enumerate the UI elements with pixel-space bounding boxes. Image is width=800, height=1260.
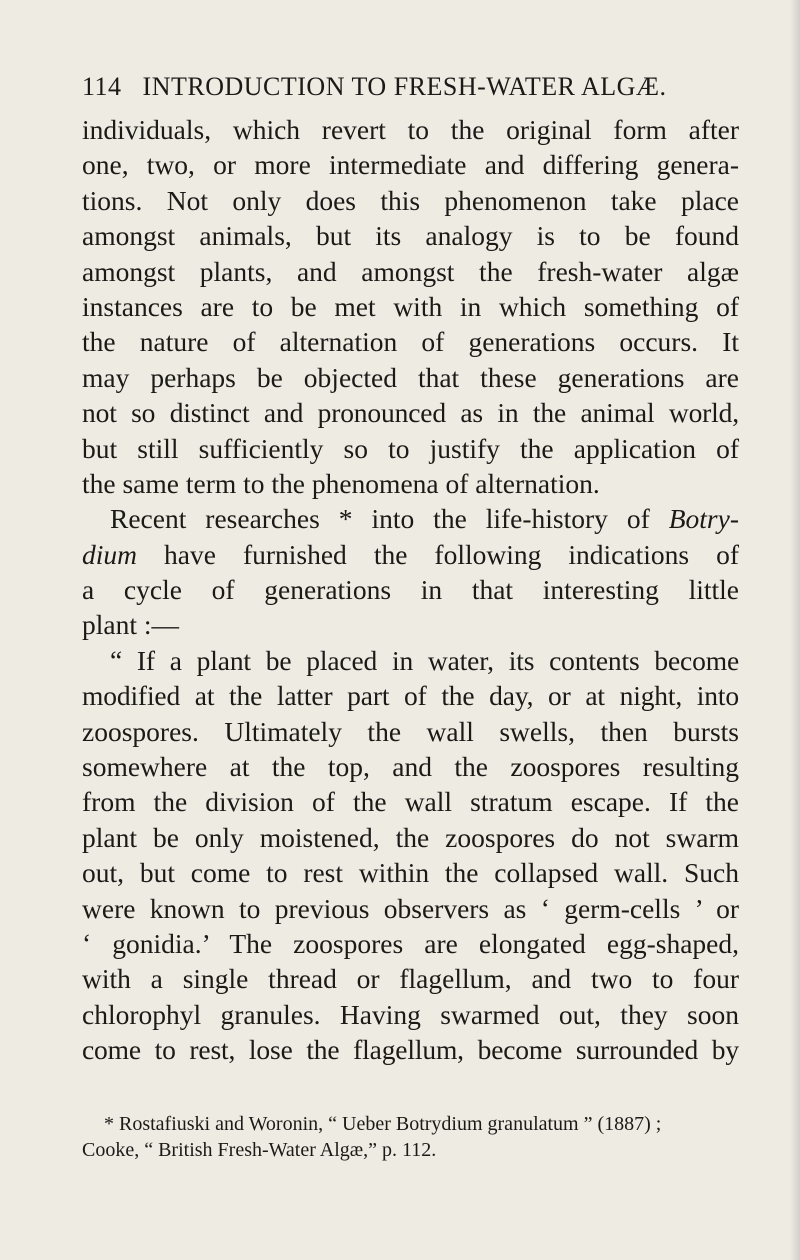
text-line: the same term to the phenomena of alternation. — [82, 467, 600, 499]
page-number: 114 — [82, 72, 122, 101]
text-line: individuals, which revert to the original form after — [82, 114, 739, 145]
running-title: INTRODUCTION TO FRESH-WATER ALGÆ. — [142, 72, 667, 101]
text-line-with-italic — [82, 537, 739, 572]
text-line: not so distinct and pronounced as in the animal world, — [82, 397, 739, 429]
text-line: amongst plants, and amongst the fresh-water algæ — [82, 255, 739, 287]
text-line: instances are to be met with in which something of — [82, 290, 739, 322]
text-line: may perhaps be objected that these generations are — [82, 361, 739, 393]
footnote — [82, 1111, 739, 1163]
text-line: plant :— — [82, 609, 180, 641]
running-header — [82, 72, 742, 102]
text-line: with a single thread or flagellum, and two to four — [82, 963, 739, 995]
text-line: the nature of alternation of generations occurs. It — [82, 326, 739, 358]
text-line: from the division of the wall stratum escape. If the — [82, 786, 739, 818]
text-line: were known to previous observers as ‘ germ-cells ’ or — [82, 892, 739, 924]
italic-genus-name: dium — [82, 538, 137, 570]
page-edge-shadow — [790, 0, 800, 1260]
text-line: one, two, or more intermediate and differing genera- — [82, 149, 739, 181]
text-line: a cycle of generations in that interesting little — [82, 574, 739, 606]
text-line: come to rest, lose the flagellum, become surrounded by — [82, 1034, 739, 1066]
text-line: chlorophyl granules. Having swarmed out, they soon — [82, 998, 739, 1030]
footnote-line: Cooke, “ British Fresh-Water Algæ,” p. 112. — [82, 1139, 437, 1161]
text-line: somewhere at the top, and the zoospores resulting — [82, 751, 739, 783]
text-line: amongst animals, but its analogy is to be found — [82, 220, 739, 252]
text-line: ‘ gonidia.’ The zoospores are elongated egg-shaped, — [82, 927, 739, 959]
italic-genus-name: Botry- — [668, 503, 739, 535]
text-line: zoospores. Ultimately the wall swells, then bursts — [82, 715, 739, 747]
text-line: modified at the latter part of the day, or at night, into — [82, 680, 739, 712]
text-line: out, but come to rest within the collapsed wall. Such — [82, 857, 739, 889]
text-fragment: have furnished the following indications of — [137, 538, 739, 570]
text-line-with-italic — [82, 501, 739, 536]
text-line: plant be only moistened, the zoospores do not swarm — [82, 821, 739, 853]
text-fragment: Recent researches * into the life-history of — [110, 503, 669, 535]
body-text — [82, 112, 739, 1068]
text-line: “ If a plant be placed in water, its contents become — [110, 644, 739, 676]
text-line: tions. Not only does this phenomenon take place — [82, 184, 739, 216]
text-line: but still sufficiently so to justify the application of — [82, 432, 739, 464]
footnote-line: * Rostafiuski and Woronin, “ Ueber Botrydium granulatum ” (1887) ; — [104, 1113, 662, 1135]
